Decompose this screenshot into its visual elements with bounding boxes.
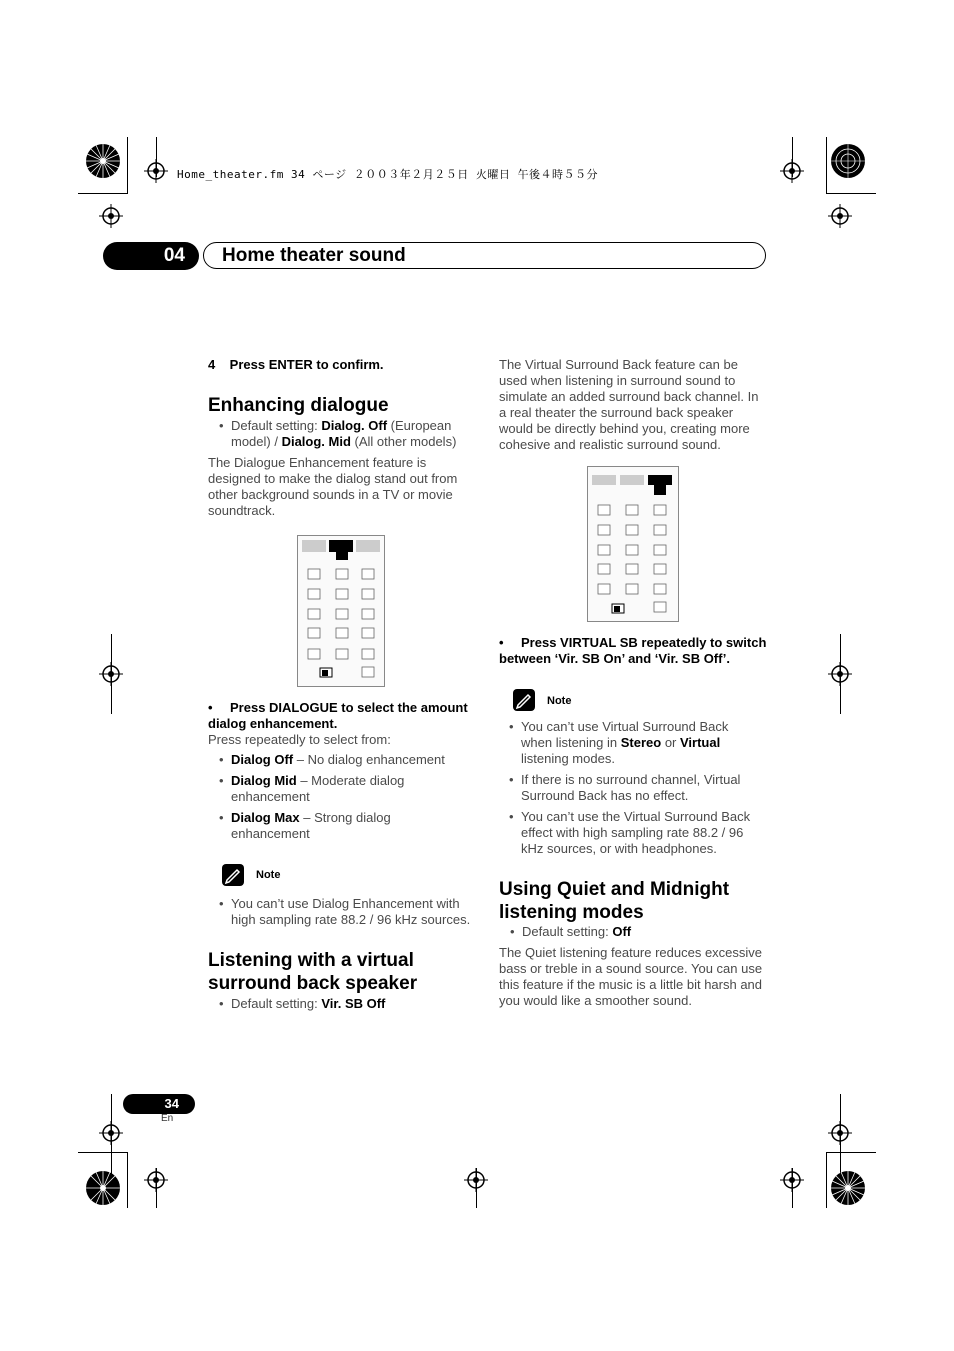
option-dialog-off: • Dialog Off – No dialog enhancement <box>219 752 445 767</box>
registration-mark-icon <box>828 662 852 686</box>
virtual-note-2: • If there is no surround channel, Virtual Surround Back has no effect. <box>509 772 741 803</box>
quiet-description: The Quiet listening feature reduces excessive bass or treble in a sound source. You can use this feature if the music is a little bit harsh and you would like a smoother sound. <box>499 945 763 1008</box>
option-dialog-mid: • Dialog Mid – Moderate dialog enhancement <box>219 773 405 804</box>
chapter-title: Home theater sound <box>222 245 406 266</box>
remote-control-illustration <box>297 535 385 687</box>
starburst-wheel-icon <box>85 143 121 179</box>
note-pencil-icon <box>513 689 535 711</box>
virtual-sb-press-instruction: • Press VIRTUAL SB repeatedly to switch between ‘Vir. SB On’ and ‘Vir. SB Off’. <box>499 635 767 666</box>
option-dialog-max: • Dialog Max – Strong dialog enhancement <box>219 810 391 841</box>
registration-mark-icon <box>99 662 123 686</box>
starburst-wheel-icon <box>830 143 866 179</box>
dialogue-note: • You can’t use Dialog Enhancement with high sampling rate 88.2 / 96 kHz sources. <box>219 896 471 927</box>
registration-mark-icon <box>144 159 168 183</box>
registration-mark-icon <box>464 1168 488 1192</box>
registration-mark-icon <box>828 204 852 228</box>
note-label: Note <box>256 869 281 881</box>
registration-mark-icon <box>144 1168 168 1192</box>
note-label: Note <box>547 695 572 707</box>
registration-mark-icon <box>99 204 123 228</box>
virtual-default-setting: • Default setting: Vir. SB Off <box>219 996 386 1011</box>
remote-buttons-diagram <box>588 467 678 621</box>
starburst-wheel-icon <box>85 1170 121 1206</box>
enhancing-default-setting: • Default setting: Dialog. Off (European model) / Dialog. Mid (All other models) <box>219 418 457 449</box>
virtual-note-3: • You can’t use the Virtual Surround Back effect with high sampling rate 88.2 / 96 kHz sources, or with headphones. <box>509 809 751 856</box>
file-info-header: Home_theater.fm 34 ページ ２００３年２月２５日 火曜日 午後４時５５分 <box>177 168 598 181</box>
virtual-note-1: • You can’t use Virtual Surround Back when listening in Stereo or Virtual listening modes. <box>509 719 729 766</box>
page-language: En <box>161 1113 174 1124</box>
registration-mark-icon <box>780 159 804 183</box>
virtual-surround-heading: Listening with a virtual surround back speaker <box>208 950 418 994</box>
note-pencil-icon <box>222 864 244 886</box>
quiet-midnight-heading: Using Quiet and Midnight listening modes <box>499 879 730 923</box>
press-repeatedly-text: Press repeatedly to select from: <box>208 732 391 747</box>
virtual-sb-description: The Virtual Surround Back feature can be used when listening in surround sound to simulate an added surround back channel. In a real theater the surround back speaker would be directly behind you, creating more cohesive and realistic surround sound. <box>499 357 759 452</box>
dialogue-press-instruction: • Press DIALOGUE to select the amount dialog enhancement. <box>208 700 468 731</box>
registration-mark-icon <box>828 1121 852 1145</box>
registration-mark-icon <box>780 1168 804 1192</box>
enhancing-dialogue-heading: Enhancing dialogue <box>208 395 389 416</box>
enhancing-description: The Dialogue Enhancement feature is designed to make the dialog stand out from other background sounds in a TV or movie soundtrack. <box>208 455 458 518</box>
chapter-number-badge: 04 <box>103 242 199 270</box>
step-4-instruction: 4 Press ENTER to confirm. <box>208 357 384 372</box>
starburst-wheel-icon <box>830 1170 866 1206</box>
remote-control-illustration <box>587 466 679 622</box>
quiet-default-setting: • Default setting: Off <box>510 924 632 939</box>
registration-mark-icon <box>99 1121 123 1145</box>
remote-buttons-diagram <box>298 536 384 686</box>
page-number: 34 <box>123 1094 195 1114</box>
